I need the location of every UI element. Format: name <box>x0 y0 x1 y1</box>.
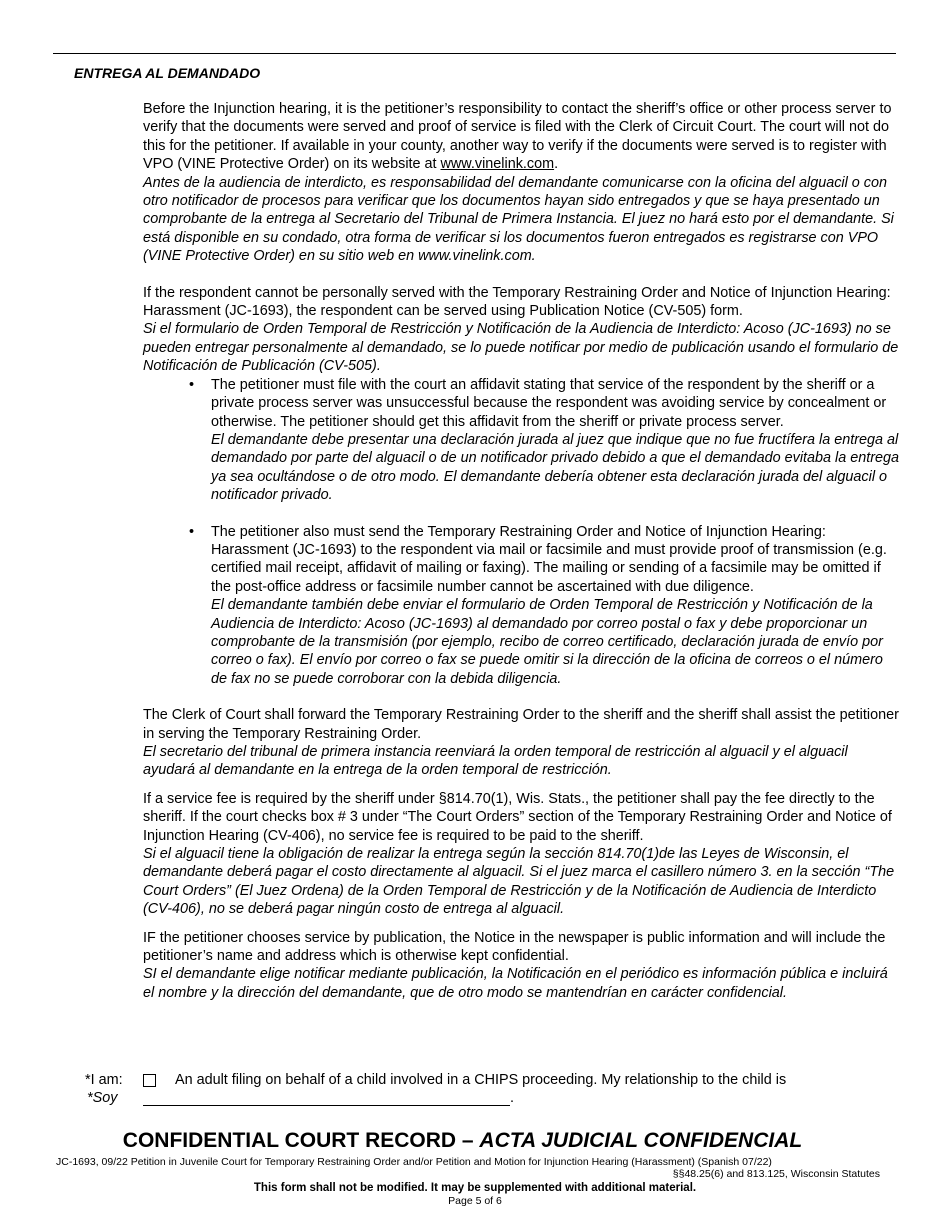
publication-notice-paragraph <box>143 284 901 376</box>
service-verification-paragraph <box>143 100 901 266</box>
publication-requirements-list <box>143 376 901 689</box>
paragraph-english: IF the petitioner chooses service by publication, the Notice in the newspaper is public information and will include the petitioner’s name and address which is otherwise kept confidential. <box>143 929 886 965</box>
confidential-record-title <box>0 1128 925 1154</box>
bullet-icon: • <box>189 523 195 540</box>
title-english: CONFIDENTIAL COURT RECORD – <box>122 1129 480 1152</box>
paragraph-english <box>143 100 901 174</box>
bullet-icon: • <box>189 376 195 393</box>
list-item-spanish: El demandante debe presentar una declaración jurada al juez que indique que no fue fructífera la entrega al demandado por parte del alguacil o de un notificador privado debido a que el demandado evitaba la entrega ya sea ocultándose o de otro modo. El demandante debería obtener esta declaración jurada del alguacil o notificador privado. <box>211 431 900 504</box>
relationship-input[interactable] <box>143 1089 510 1106</box>
list-item <box>143 523 901 689</box>
i-am-label: *I am: <box>85 1072 123 1088</box>
title-spanish: ACTA JUDICIAL CONFIDENCIAL <box>479 1129 803 1152</box>
i-am-label-spanish: *Soy <box>87 1090 118 1106</box>
form-identifier: JC-1693, 09/22 Petition in Juvenile Court for Temporary Restraining Order and/or Petition and Motion for Injunction Hearing (Harassment) (Spanish 07/22) <box>56 1156 772 1168</box>
paragraph-english: If the respondent cannot be personally served with the Temporary Restraining Order and Notice of Injunction Hearing: Harassment (JC-1693), the respondent can be served using Publication Notice (CV-505) form. <box>143 284 891 320</box>
top-rule <box>53 53 896 54</box>
statutes-reference: §§48.25(6) and 813.125, Wisconsin Statutes <box>672 1168 880 1180</box>
list-item-spanish: El demandante también debe enviar el formulario de Orden Temporal de Restricción y Notificación de la Audiencia de Interdicto: Acoso (JC-1693) al demandado por correo postal o fax y debe proporcionar un comprobante de la transmisión (por ejemplo, recibo de correo certificado, declaración jurada de envío por correo o fax). El envío por correo o fax se puede omitir si la dirección de la oficina de correos o el número de fax no se puede corroborar con la debida diligencia. <box>211 597 883 687</box>
page-number: Page 5 of 6 <box>448 1195 502 1207</box>
paragraph-spanish: Si el alguacil tiene la obligación de realizar la entrega según la sección 814.70(1)de las Leyes de Wisconsin, el demandante deberá pagar el costo directamente al alguacil. Si el juez marca el casillero número 3. en la sección “The Court Orders” (El Juez Ordena) de la Orden Temporal de Restricción y de la Notificación de Audiencia de Interdicto (CV-406), no se deberá pagar ningún costo de entrega al alguacil. <box>143 846 895 918</box>
relationship-period: . <box>510 1090 514 1106</box>
publication-privacy-paragraph <box>143 929 901 1003</box>
list-item <box>143 376 901 505</box>
paragraph-spanish: Si el formulario de Orden Temporal de Restricción y Notificación de la Audiencia de Interdicto: Acoso (JC-1693) no se pueden entregar personalmente al demandado, se lo puede notificar por medio de publicación usando el formulario de Notificación de Publicación (CV-505). <box>143 321 899 375</box>
list-item-english: The petitioner also must send the Temporary Restraining Order and Notice of Injunction Hearing: Harassment (JC-1693) to the respondent via mail or facsimile and must provide proof of transmission (e.g. certified mail receipt, affidavit of mailing or faxing). The mailing or sending of a facsimile may be omitted if the post-office address or facsimile number cannot be ascertained with due diligence. <box>211 523 887 595</box>
paragraph-spanish: Antes de la audiencia de interdicto, es responsabilidad del demandante comunicarse con la oficina del alguacil o con otro notificador de procesos para verificar que los documentos hayan sido entregados y que se haya presentado un comprobante de la entrega al Secretario del Tribunal de Primera Instancia. El juez no hará esto por el demandante. Si está disponible en su condado, otra forma de verificar si los documentos fueron entregados es registrarse con VPO (VINE Protective Order) en su sitio web en www.vinelink.com. <box>143 174 894 265</box>
paragraph-text: Before the Injunction hearing, it is the petitioner’s responsibility to contact the sheriff’s office or other process server to verify that the documents were served and proof of service is filed with the Clerk of Circuit Court. The court will not do this for the petitioner. If available in your county, another way to verify if the documents were served is to register with VPO (VINE Protective Order) on its website at <box>143 101 892 173</box>
paragraph-spanish: SI el demandante elige notificar mediante publicación, la Notificación en el periódico es información pública e incluirá el nombre y la dirección del demandante, que de otro modo se mantendrían en carácter confidencial. <box>143 966 888 1001</box>
chips-adult-option-label: An adult filing on behalf of a child involved in a CHIPS proceeding. My relationship to the child is <box>175 1072 787 1088</box>
clerk-forward-paragraph <box>143 706 901 780</box>
service-fee-paragraph <box>143 790 901 919</box>
modification-note: This form shall not be modified. It may be supplemented with additional material. <box>253 1182 697 1194</box>
document-body <box>143 100 901 1002</box>
paragraph-spanish: El secretario del tribunal de primera instancia reenviará la orden temporal de restricción al alguacil y el alguacil ayudará al demandante en la entrega de la orden temporal de restricción. <box>143 744 848 779</box>
paragraph-text: . <box>554 156 559 173</box>
paragraph-english: If a service fee is required by the sheriff under §814.70(1), Wis. Stats., the petitioner shall pay the fee directly to the sheriff. If the court checks box # 3 under “The Court Orders” section of the Temporary Restraining Order and Notice of Injunction Hearing (CV-406), no service fee is required to be paid to the sheriff. <box>143 790 892 844</box>
paragraph-english: The Clerk of Court shall forward the Temporary Restraining Order to the sheriff and the sheriff shall assist the petitioner in serving the Temporary Restraining Order. <box>143 707 899 742</box>
vinelink-link[interactable]: www.vinelink.com <box>440 156 555 173</box>
chips-adult-checkbox[interactable] <box>143 1074 156 1087</box>
section-title: ENTREGA AL DEMANDADO <box>74 65 261 81</box>
list-item-english: The petitioner must file with the court an affidavit stating that service of the respondent by the sheriff or a private process server was unsuccessful because the respondent was avoiding service by concealment or otherwise. The petitioner should get this affidavit from the sheriff or private process server. <box>211 376 887 430</box>
